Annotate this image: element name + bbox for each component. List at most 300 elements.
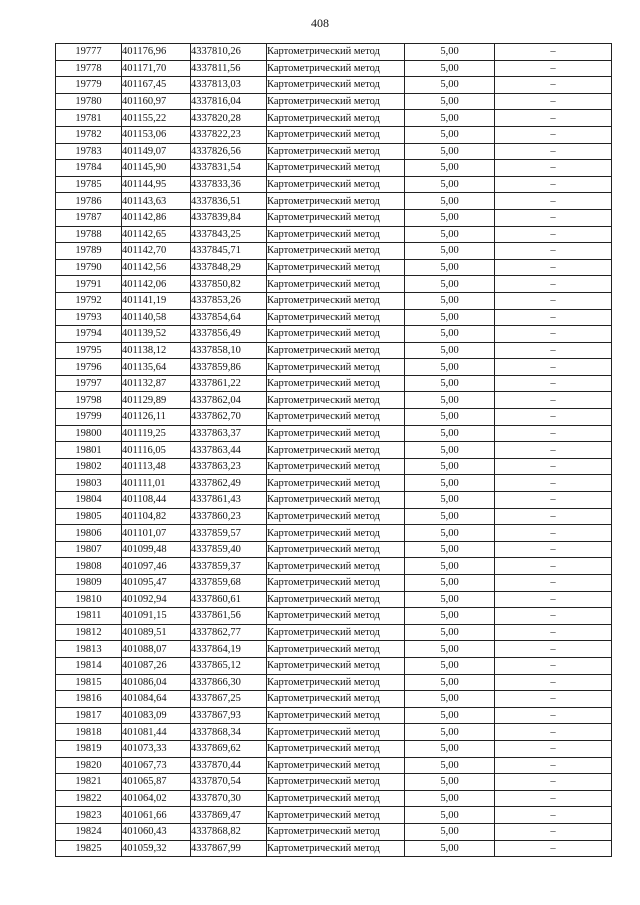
y-coordinate-cell: 4337833,36	[191, 176, 267, 193]
method-cell: Картометрический метод	[267, 641, 405, 658]
table-row	[56, 608, 612, 625]
method-cell: Картометрический метод	[267, 674, 405, 691]
description-cell: –	[495, 525, 612, 542]
method-cell: Картометрический метод	[267, 525, 405, 542]
description-cell: –	[495, 475, 612, 492]
table-row	[56, 724, 612, 741]
y-coordinate-cell: 4337862,70	[191, 409, 267, 426]
table-row	[56, 757, 612, 774]
y-coordinate-cell: 4337861,22	[191, 375, 267, 392]
method-cell: Картометрический метод	[267, 541, 405, 558]
point-number-cell: 19786	[56, 193, 122, 210]
point-number-cell: 19793	[56, 309, 122, 326]
description-cell: –	[495, 823, 612, 840]
point-number-cell: 19788	[56, 226, 122, 243]
point-number-cell: 19804	[56, 492, 122, 509]
y-coordinate-cell: 4337860,61	[191, 591, 267, 608]
precision-cell: 5,00	[405, 359, 495, 376]
table-row	[56, 326, 612, 343]
method-cell: Картометрический метод	[267, 375, 405, 392]
x-coordinate-cell: 401095,47	[122, 575, 191, 592]
point-number-cell: 19781	[56, 110, 122, 127]
precision-cell: 5,00	[405, 292, 495, 309]
y-coordinate-cell: 4337854,64	[191, 309, 267, 326]
table-row	[56, 641, 612, 658]
description-cell: –	[495, 774, 612, 791]
method-cell: Картометрический метод	[267, 707, 405, 724]
point-number-cell: 19801	[56, 442, 122, 459]
description-cell: –	[495, 359, 612, 376]
point-number-cell: 19808	[56, 558, 122, 575]
table-row	[56, 93, 612, 110]
y-coordinate-cell: 4337826,56	[191, 143, 267, 160]
y-coordinate-cell: 4337863,37	[191, 425, 267, 442]
point-number-cell: 19810	[56, 591, 122, 608]
x-coordinate-cell: 401129,89	[122, 392, 191, 409]
table-row	[56, 691, 612, 708]
x-coordinate-cell: 401142,70	[122, 243, 191, 260]
method-cell: Картометрический метод	[267, 342, 405, 359]
table-row	[56, 392, 612, 409]
table-row	[56, 44, 612, 61]
table-row	[56, 226, 612, 243]
point-number-cell: 19818	[56, 724, 122, 741]
point-number-cell: 19809	[56, 575, 122, 592]
method-cell: Картометрический метод	[267, 292, 405, 309]
description-cell: –	[495, 442, 612, 459]
point-number-cell: 19799	[56, 409, 122, 426]
description-cell: –	[495, 342, 612, 359]
point-number-cell: 19780	[56, 93, 122, 110]
method-cell: Картометрический метод	[267, 77, 405, 94]
x-coordinate-cell: 401097,46	[122, 558, 191, 575]
table-row	[56, 292, 612, 309]
table-row	[56, 276, 612, 293]
x-coordinate-cell: 401143,63	[122, 193, 191, 210]
precision-cell: 5,00	[405, 342, 495, 359]
description-cell: –	[495, 458, 612, 475]
description-cell: –	[495, 807, 612, 824]
description-cell: –	[495, 143, 612, 160]
point-number-cell: 19783	[56, 143, 122, 160]
description-cell: –	[495, 657, 612, 674]
table-row	[56, 823, 612, 840]
description-cell: –	[495, 740, 612, 757]
x-coordinate-cell: 401142,86	[122, 209, 191, 226]
method-cell: Картометрический метод	[267, 575, 405, 592]
description-cell: –	[495, 226, 612, 243]
method-cell: Картометрический метод	[267, 657, 405, 674]
table-row	[56, 160, 612, 177]
point-number-cell: 19822	[56, 790, 122, 807]
table-row	[56, 674, 612, 691]
precision-cell: 5,00	[405, 508, 495, 525]
description-cell: –	[495, 44, 612, 61]
description-cell: –	[495, 425, 612, 442]
y-coordinate-cell: 4337868,34	[191, 724, 267, 741]
precision-cell: 5,00	[405, 674, 495, 691]
description-cell: –	[495, 691, 612, 708]
precision-cell: 5,00	[405, 176, 495, 193]
description-cell: –	[495, 160, 612, 177]
y-coordinate-cell: 4337859,86	[191, 359, 267, 376]
x-coordinate-cell: 401087,26	[122, 657, 191, 674]
point-number-cell: 19777	[56, 44, 122, 61]
y-coordinate-cell: 4337811,56	[191, 60, 267, 77]
precision-cell: 5,00	[405, 93, 495, 110]
method-cell: Картометрический метод	[267, 840, 405, 857]
point-number-cell: 19820	[56, 757, 122, 774]
description-cell: –	[495, 641, 612, 658]
point-number-cell: 19784	[56, 160, 122, 177]
table-row	[56, 840, 612, 857]
description-cell: –	[495, 110, 612, 127]
method-cell: Картометрический метод	[267, 392, 405, 409]
y-coordinate-cell: 4337870,44	[191, 757, 267, 774]
y-coordinate-cell: 4337867,25	[191, 691, 267, 708]
y-coordinate-cell: 4337866,30	[191, 674, 267, 691]
table-row	[56, 126, 612, 143]
description-cell: –	[495, 292, 612, 309]
x-coordinate-cell: 401142,65	[122, 226, 191, 243]
x-coordinate-cell: 401141,19	[122, 292, 191, 309]
point-number-cell: 19787	[56, 209, 122, 226]
point-number-cell: 19813	[56, 641, 122, 658]
precision-cell: 5,00	[405, 243, 495, 260]
description-cell: –	[495, 624, 612, 641]
point-number-cell: 19794	[56, 326, 122, 343]
method-cell: Картометрический метод	[267, 359, 405, 376]
point-number-cell: 19802	[56, 458, 122, 475]
table-row	[56, 492, 612, 509]
precision-cell: 5,00	[405, 442, 495, 459]
y-coordinate-cell: 4337870,54	[191, 774, 267, 791]
x-coordinate-cell: 401060,43	[122, 823, 191, 840]
y-coordinate-cell: 4337822,23	[191, 126, 267, 143]
x-coordinate-cell: 401091,15	[122, 608, 191, 625]
y-coordinate-cell: 4337861,56	[191, 608, 267, 625]
x-coordinate-cell: 401067,73	[122, 757, 191, 774]
table-row	[56, 359, 612, 376]
precision-cell: 5,00	[405, 160, 495, 177]
point-number-cell: 19792	[56, 292, 122, 309]
y-coordinate-cell: 4337862,04	[191, 392, 267, 409]
method-cell: Картометрический метод	[267, 790, 405, 807]
x-coordinate-cell: 401084,64	[122, 691, 191, 708]
method-cell: Картометрический метод	[267, 475, 405, 492]
x-coordinate-cell: 401126,11	[122, 409, 191, 426]
method-cell: Картометрический метод	[267, 591, 405, 608]
method-cell: Картометрический метод	[267, 558, 405, 575]
table-row	[56, 541, 612, 558]
table-row	[56, 342, 612, 359]
description-cell: –	[495, 77, 612, 94]
method-cell: Картометрический метод	[267, 774, 405, 791]
precision-cell: 5,00	[405, 458, 495, 475]
x-coordinate-cell: 401167,45	[122, 77, 191, 94]
method-cell: Картометрический метод	[267, 508, 405, 525]
method-cell: Картометрический метод	[267, 326, 405, 343]
description-cell: –	[495, 375, 612, 392]
point-number-cell: 19825	[56, 840, 122, 857]
point-number-cell: 19778	[56, 60, 122, 77]
y-coordinate-cell: 4337836,51	[191, 193, 267, 210]
table-row	[56, 508, 612, 525]
description-cell: –	[495, 508, 612, 525]
description-cell: –	[495, 608, 612, 625]
x-coordinate-cell: 401144,95	[122, 176, 191, 193]
x-coordinate-cell: 401138,12	[122, 342, 191, 359]
description-cell: –	[495, 790, 612, 807]
method-cell: Картометрический метод	[267, 624, 405, 641]
method-cell: Картометрический метод	[267, 425, 405, 442]
precision-cell: 5,00	[405, 276, 495, 293]
description-cell: –	[495, 492, 612, 509]
x-coordinate-cell: 401073,33	[122, 740, 191, 757]
y-coordinate-cell: 4337859,37	[191, 558, 267, 575]
method-cell: Картометрический метод	[267, 160, 405, 177]
method-cell: Картометрический метод	[267, 309, 405, 326]
point-number-cell: 19823	[56, 807, 122, 824]
y-coordinate-cell: 4337845,71	[191, 243, 267, 260]
x-coordinate-cell: 401135,64	[122, 359, 191, 376]
method-cell: Картометрический метод	[267, 226, 405, 243]
method-cell: Картометрический метод	[267, 193, 405, 210]
method-cell: Картометрический метод	[267, 143, 405, 160]
precision-cell: 5,00	[405, 492, 495, 509]
table-row	[56, 60, 612, 77]
point-number-cell: 19797	[56, 375, 122, 392]
precision-cell: 5,00	[405, 143, 495, 160]
precision-cell: 5,00	[405, 392, 495, 409]
y-coordinate-cell: 4337864,19	[191, 641, 267, 658]
x-coordinate-cell: 401064,02	[122, 790, 191, 807]
method-cell: Картометрический метод	[267, 442, 405, 459]
precision-cell: 5,00	[405, 823, 495, 840]
table-row	[56, 624, 612, 641]
precision-cell: 5,00	[405, 740, 495, 757]
y-coordinate-cell: 4337859,57	[191, 525, 267, 542]
precision-cell: 5,00	[405, 790, 495, 807]
point-number-cell: 19782	[56, 126, 122, 143]
x-coordinate-cell: 401160,97	[122, 93, 191, 110]
point-number-cell: 19821	[56, 774, 122, 791]
precision-cell: 5,00	[405, 757, 495, 774]
table-row	[56, 259, 612, 276]
method-cell: Картометрический метод	[267, 176, 405, 193]
method-cell: Картометрический метод	[267, 110, 405, 127]
point-number-cell: 19817	[56, 707, 122, 724]
x-coordinate-cell: 401171,70	[122, 60, 191, 77]
method-cell: Картометрический метод	[267, 259, 405, 276]
y-coordinate-cell: 4337870,30	[191, 790, 267, 807]
x-coordinate-cell: 401176,96	[122, 44, 191, 61]
precision-cell: 5,00	[405, 774, 495, 791]
x-coordinate-cell: 401113,48	[122, 458, 191, 475]
x-coordinate-cell: 401142,56	[122, 259, 191, 276]
description-cell: –	[495, 193, 612, 210]
y-coordinate-cell: 4337839,84	[191, 209, 267, 226]
precision-cell: 5,00	[405, 641, 495, 658]
y-coordinate-cell: 4337862,49	[191, 475, 267, 492]
precision-cell: 5,00	[405, 691, 495, 708]
precision-cell: 5,00	[405, 724, 495, 741]
precision-cell: 5,00	[405, 558, 495, 575]
description-cell: –	[495, 243, 612, 260]
table-row	[56, 375, 612, 392]
coordinates-table	[55, 43, 612, 857]
x-coordinate-cell: 401111,01	[122, 475, 191, 492]
table-row	[56, 558, 612, 575]
method-cell: Картометрический метод	[267, 93, 405, 110]
precision-cell: 5,00	[405, 193, 495, 210]
precision-cell: 5,00	[405, 60, 495, 77]
table-row	[56, 209, 612, 226]
precision-cell: 5,00	[405, 44, 495, 61]
table-row	[56, 475, 612, 492]
y-coordinate-cell: 4337865,12	[191, 657, 267, 674]
y-coordinate-cell: 4337831,54	[191, 160, 267, 177]
table-row	[56, 409, 612, 426]
y-coordinate-cell: 4337867,93	[191, 707, 267, 724]
method-cell: Картометрический метод	[267, 409, 405, 426]
precision-cell: 5,00	[405, 425, 495, 442]
table-row	[56, 774, 612, 791]
precision-cell: 5,00	[405, 591, 495, 608]
point-number-cell: 19789	[56, 243, 122, 260]
description-cell: –	[495, 840, 612, 857]
precision-cell: 5,00	[405, 409, 495, 426]
description-cell: –	[495, 176, 612, 193]
table-row	[56, 77, 612, 94]
x-coordinate-cell: 401099,48	[122, 541, 191, 558]
precision-cell: 5,00	[405, 375, 495, 392]
point-number-cell: 19824	[56, 823, 122, 840]
precision-cell: 5,00	[405, 525, 495, 542]
y-coordinate-cell: 4337820,28	[191, 110, 267, 127]
x-coordinate-cell: 401059,32	[122, 840, 191, 857]
description-cell: –	[495, 757, 612, 774]
method-cell: Картометрический метод	[267, 724, 405, 741]
precision-cell: 5,00	[405, 226, 495, 243]
x-coordinate-cell: 401092,94	[122, 591, 191, 608]
x-coordinate-cell: 401149,07	[122, 143, 191, 160]
x-coordinate-cell: 401101,07	[122, 525, 191, 542]
x-coordinate-cell: 401142,06	[122, 276, 191, 293]
y-coordinate-cell: 4337869,62	[191, 740, 267, 757]
y-coordinate-cell: 4337848,29	[191, 259, 267, 276]
description-cell: –	[495, 93, 612, 110]
description-cell: –	[495, 541, 612, 558]
y-coordinate-cell: 4337850,82	[191, 276, 267, 293]
x-coordinate-cell: 401145,90	[122, 160, 191, 177]
description-cell: –	[495, 326, 612, 343]
x-coordinate-cell: 401088,07	[122, 641, 191, 658]
point-number-cell: 19785	[56, 176, 122, 193]
point-number-cell: 19796	[56, 359, 122, 376]
table-row	[56, 442, 612, 459]
y-coordinate-cell: 4337816,04	[191, 93, 267, 110]
precision-cell: 5,00	[405, 126, 495, 143]
description-cell: –	[495, 707, 612, 724]
table-body	[56, 44, 612, 857]
table-row	[56, 110, 612, 127]
description-cell: –	[495, 126, 612, 143]
table-row	[56, 193, 612, 210]
description-cell: –	[495, 276, 612, 293]
y-coordinate-cell: 4337859,68	[191, 575, 267, 592]
x-coordinate-cell: 401081,44	[122, 724, 191, 741]
x-coordinate-cell: 401104,82	[122, 508, 191, 525]
y-coordinate-cell: 4337861,43	[191, 492, 267, 509]
method-cell: Картометрический метод	[267, 823, 405, 840]
y-coordinate-cell: 4337859,40	[191, 541, 267, 558]
point-number-cell: 19815	[56, 674, 122, 691]
precision-cell: 5,00	[405, 608, 495, 625]
precision-cell: 5,00	[405, 326, 495, 343]
point-number-cell: 19803	[56, 475, 122, 492]
precision-cell: 5,00	[405, 624, 495, 641]
description-cell: –	[495, 558, 612, 575]
y-coordinate-cell: 4337843,25	[191, 226, 267, 243]
y-coordinate-cell: 4337860,23	[191, 508, 267, 525]
precision-cell: 5,00	[405, 259, 495, 276]
method-cell: Картометрический метод	[267, 691, 405, 708]
table-row	[56, 425, 612, 442]
method-cell: Картометрический метод	[267, 276, 405, 293]
point-number-cell: 19806	[56, 525, 122, 542]
point-number-cell: 19798	[56, 392, 122, 409]
y-coordinate-cell: 4337853,26	[191, 292, 267, 309]
method-cell: Картометрический метод	[267, 608, 405, 625]
description-cell: –	[495, 591, 612, 608]
description-cell: –	[495, 209, 612, 226]
table-row	[56, 525, 612, 542]
method-cell: Картометрический метод	[267, 458, 405, 475]
table-row	[56, 143, 612, 160]
x-coordinate-cell: 401155,22	[122, 110, 191, 127]
table-row	[56, 807, 612, 824]
method-cell: Картометрический метод	[267, 740, 405, 757]
y-coordinate-cell: 4337867,99	[191, 840, 267, 857]
method-cell: Картометрический метод	[267, 757, 405, 774]
point-number-cell: 19812	[56, 624, 122, 641]
table-row	[56, 591, 612, 608]
description-cell: –	[495, 60, 612, 77]
x-coordinate-cell: 401116,05	[122, 442, 191, 459]
y-coordinate-cell: 4337863,44	[191, 442, 267, 459]
x-coordinate-cell: 401132,87	[122, 375, 191, 392]
method-cell: Картометрический метод	[267, 209, 405, 226]
x-coordinate-cell: 401065,87	[122, 774, 191, 791]
point-number-cell: 19816	[56, 691, 122, 708]
point-number-cell: 19800	[56, 425, 122, 442]
method-cell: Картометрический метод	[267, 243, 405, 260]
x-coordinate-cell: 401140,58	[122, 309, 191, 326]
point-number-cell: 19819	[56, 740, 122, 757]
x-coordinate-cell: 401083,09	[122, 707, 191, 724]
table-row	[56, 575, 612, 592]
precision-cell: 5,00	[405, 110, 495, 127]
x-coordinate-cell: 401061,66	[122, 807, 191, 824]
y-coordinate-cell: 4337863,23	[191, 458, 267, 475]
x-coordinate-cell: 401086,04	[122, 674, 191, 691]
point-number-cell: 19795	[56, 342, 122, 359]
y-coordinate-cell: 4337813,03	[191, 77, 267, 94]
table-row	[56, 243, 612, 260]
point-number-cell: 19779	[56, 77, 122, 94]
description-cell: –	[495, 724, 612, 741]
